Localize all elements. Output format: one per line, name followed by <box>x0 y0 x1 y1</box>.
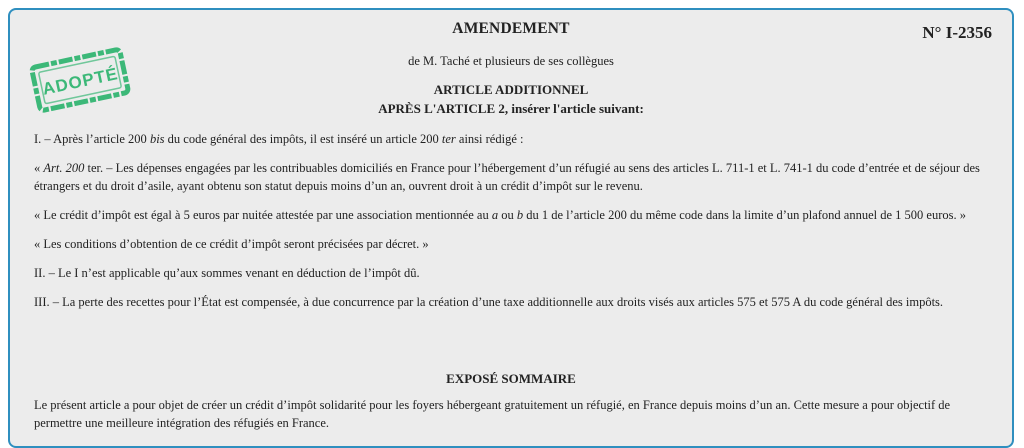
paragraph-2: « Art. 200 ter. – Les dépenses engagées par les contribuables domiciliés en France pour l’hébergement d’un réfugié au sens des articles L. 711-1 et L. 741-1 du code d’entrée et de séjour des étrangers et du droit d’asile, ayant obtenu son statut depuis moins d’un an, ouvrent droit à un crédit d’impôt sur le revenu. <box>34 161 980 193</box>
amendment-body <box>34 130 990 322</box>
paragraph-1: I. – Après l’article 200 bis du code général des impôts, il est inséré un article 200 ter ainsi rédigé : <box>34 132 524 146</box>
paragraph-4: « Les conditions d’obtention de ce crédit d’impôt seront précisées par décret. » <box>34 237 429 251</box>
paragraph-6: III. – La perte des recettes pour l’État est compensée, à due concurrence par la création d’une taxe additionnelle aux droits visés aux articles 575 et 575 A du code général des impôts. <box>34 295 944 309</box>
expose-paragraph: Le présent article a pour objet de créer un crédit d’impôt solidarité pour les foyers hébergeant gratuitement un réfugié, en France depuis moins d’un an. Cette mesure a pour objectif de permettre une meilleure intégration des réfugiés en France. <box>34 398 951 430</box>
amendment-number: N° I-2356 <box>922 23 992 42</box>
authors-line: de M. Taché et plusieurs de ses collègues <box>408 54 614 68</box>
expose-title: EXPOSÉ SOMMAIRE <box>446 371 576 386</box>
document-title: AMENDEMENT <box>452 20 570 37</box>
stamp-label: ADOPTÉ <box>40 64 120 99</box>
article-after-heading: APRÈS L'ARTICLE 2, insérer l'article suivant: <box>378 101 644 116</box>
paragraph-3: « Le crédit d’impôt est égal à 5 euros par nuitée attestée par une association mentionnée au a ou b du 1 de l’article 200 du même code dans la limite d’un plafond annuel de 1 500 euros. » <box>34 208 966 222</box>
article-additional-heading: ARTICLE ADDITIONNEL <box>433 82 589 97</box>
amendment-card <box>8 8 1014 448</box>
paragraph-5: II. – Le I n’est applicable qu’aux sommes venant en déduction de l’impôt dû. <box>34 266 420 280</box>
expose-text <box>34 396 990 432</box>
